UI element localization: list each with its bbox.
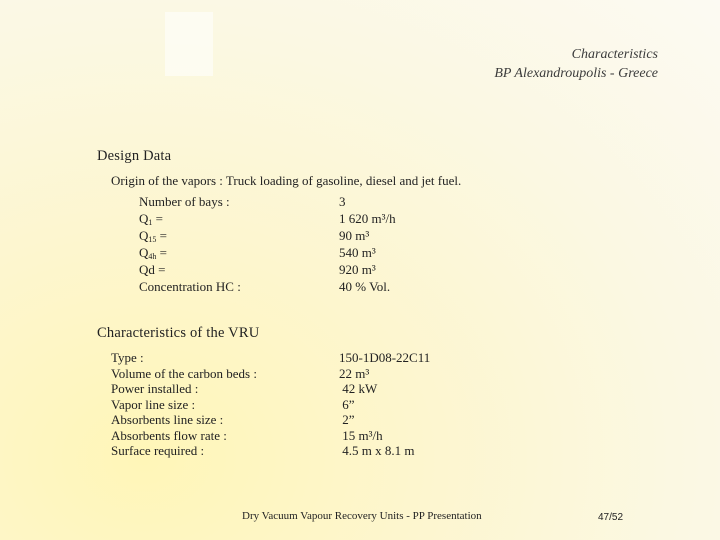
design-key: Number of bays :	[139, 194, 230, 209]
design-row-q1	[139, 210, 439, 227]
design-key: $Q_{4h}$ =	[139, 245, 167, 261]
vru-heading: Characteristics of the VRU	[97, 325, 260, 341]
vru-row-power	[111, 381, 451, 397]
vru-key: Surface required :	[111, 443, 205, 458]
vru-value: 4.5 m x 8.1 m	[339, 443, 415, 458]
vru-characteristics-list	[111, 350, 451, 459]
decorative-box	[165, 12, 213, 76]
vru-value: 15 m³/h	[339, 427, 383, 443]
vru-key: Absorbents flow rate :	[111, 427, 227, 443]
header-title: Characteristics	[571, 47, 658, 62]
design-value: 3	[339, 194, 346, 209]
design-row-q15	[139, 227, 439, 244]
design-key: Qd =	[139, 262, 166, 277]
design-data-heading: Design Data	[97, 148, 172, 164]
design-row-qd	[139, 261, 439, 278]
vru-value: 6”	[339, 396, 355, 412]
design-value: 90 m³	[339, 228, 370, 243]
vru-row-surface	[111, 443, 451, 459]
vru-row-absorbents-line	[111, 412, 451, 428]
design-value: 1 620 m³/h	[339, 211, 396, 226]
design-key: Concentration HC :	[139, 279, 241, 294]
vru-value: 22 m³	[339, 365, 370, 381]
design-key: $Q_1$ =	[139, 211, 163, 227]
vapor-origin-text: Origin of the vapors : Truck loading of gasoline, diesel and jet fuel.	[111, 173, 462, 188]
page-number: 47/52	[598, 512, 624, 523]
vru-key: Absorbents line size :	[111, 412, 224, 427]
design-key: $Q_{15}$ =	[139, 228, 167, 244]
slide-header	[494, 45, 658, 83]
design-row-bays	[139, 193, 439, 210]
design-value: 40 % Vol.	[339, 279, 391, 294]
footer-title: Dry Vacuum Vapour Recovery Units - PP Presentation	[242, 510, 482, 522]
design-row-concentration	[139, 278, 439, 295]
design-value: 540 m³	[339, 245, 376, 260]
vru-key: Volume of the carbon beds :	[111, 365, 257, 381]
vru-key: Power installed :	[111, 381, 199, 396]
vru-value: 42 kW	[339, 381, 378, 396]
vru-row-carbon-volume	[111, 366, 451, 382]
header-subtitle: BP Alexandroupolis - Greece	[494, 66, 658, 81]
vru-value: 2”	[339, 412, 355, 427]
vru-row-type	[111, 350, 451, 366]
vru-row-vapor-line	[111, 397, 451, 413]
vru-value: 150-1D08-22C11	[339, 350, 431, 365]
vru-key: Vapor line size :	[111, 396, 196, 412]
vru-key: Type :	[111, 350, 144, 365]
design-data-list	[139, 193, 439, 295]
design-row-q4h	[139, 244, 439, 261]
design-value: 920 m³	[339, 262, 376, 277]
vru-row-absorbents-flow	[111, 428, 451, 444]
